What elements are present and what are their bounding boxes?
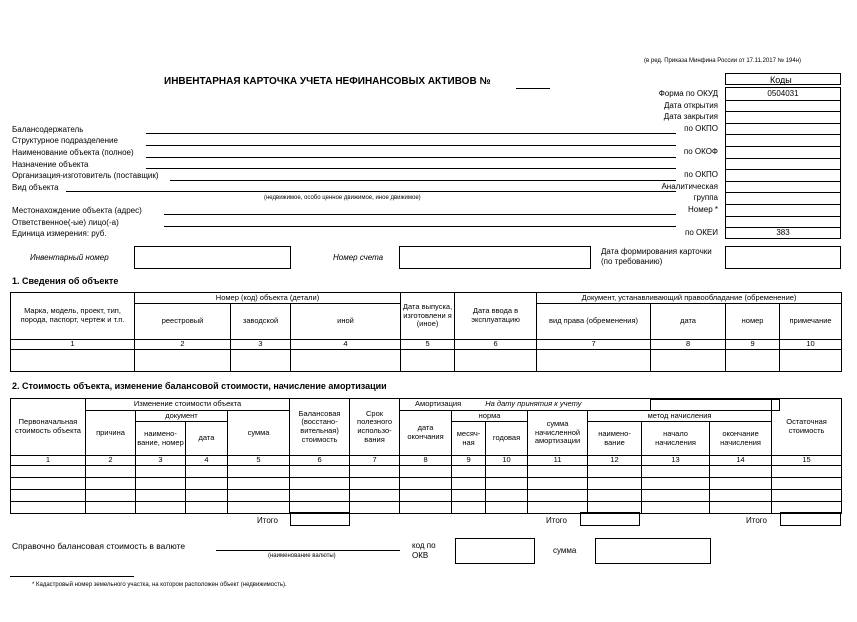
s1-col-number: 3 [231,340,291,350]
s2-data-cell[interactable] [772,478,842,490]
edition-note: (в ред. Приказа Минфина России от 17.11.2017 № 194н) [644,58,802,64]
s2-data-cell[interactable] [136,490,186,502]
total-label-3: Итого [746,516,767,525]
s2-data-cell[interactable] [350,502,400,514]
s2-data-cell[interactable] [228,466,290,478]
s2-h-end-date: дата окончания [400,411,452,456]
s2-h-monthly: месяч-ная [452,422,486,456]
s2-col-number: 8 [400,456,452,466]
s2-col-number: 14 [710,456,772,466]
s2-data-cell[interactable] [11,466,86,478]
unit-label: Единица измерения: руб. [12,229,107,238]
s1-data-cell[interactable] [651,350,726,372]
s2-col-number: 12 [588,456,642,466]
s2-data-cell[interactable] [400,478,452,490]
code-row-label: Форма по ОКУД [658,89,718,98]
s1-h-note: примечание [780,304,842,340]
footnote: * Кадастровый номер земельного участка, на котором расположен объект (недвижимость). [32,582,287,588]
footnote-rule [10,576,134,577]
s2-col-number: 2 [86,456,136,466]
s2-data-cell[interactable] [86,490,136,502]
s2-data-cell[interactable] [228,502,290,514]
s2-data-cell[interactable] [11,490,86,502]
s2-data-cell[interactable] [486,502,528,514]
s2-data-cell[interactable] [528,466,588,478]
card-number-line[interactable] [516,88,550,89]
s2-data-cell[interactable] [290,490,350,502]
code-row-divider [725,123,841,124]
sum-label: сумма [553,546,577,555]
s1-col-number: 8 [651,340,726,350]
s2-data-cell[interactable] [86,466,136,478]
s2-data-cell[interactable] [228,490,290,502]
s2-col-number: 11 [528,456,588,466]
code-row-divider [725,158,841,159]
s2-h-document: документ [136,411,228,422]
s2-h-amort: Амортизация [415,399,462,409]
inv-number-label: Инвентарный номер [30,253,109,262]
s2-data-row [11,502,842,514]
s2-data-cell[interactable] [136,478,186,490]
s2-col-number: 3 [136,456,186,466]
s1-col-number: 4 [291,340,401,350]
s2-data-cell[interactable] [400,466,452,478]
s2-col-number: 6 [290,456,350,466]
s2-data-cell[interactable] [528,490,588,502]
code-row-label: группа [693,193,718,203]
s2-col-number: 5 [228,456,290,466]
code-row-label: Дата закрытия [663,112,718,122]
okv-label: код по ОКВ [412,541,436,561]
s2-col-number: 4 [186,456,228,466]
s2-h-residual: Остаточная стоимость [772,399,842,456]
s2-h-doc-date: дата [186,422,228,456]
code-row-divider [725,181,841,182]
s1-col-number: 5 [401,340,455,350]
s1-col-number: 2 [135,340,231,350]
object-type-line[interactable] [66,191,676,192]
s2-col-number: 1 [11,456,86,466]
s1-col-number: 1 [11,340,135,350]
s1-h-date: дата [651,304,726,340]
responsible-label: Ответственное(-ые) лицо(-а) [12,218,119,227]
s2-h-change-group: Изменение стоимости объекта [86,399,290,411]
s2-data-cell[interactable] [11,478,86,490]
code-row-divider [725,169,841,170]
s2-h-reason: причина [86,411,136,456]
s1-data-cell[interactable] [537,350,651,372]
s2-data-cell[interactable] [86,502,136,514]
holder-label: Балансодержатель [12,125,84,134]
section1-table [10,292,842,372]
object-name-label: Наименование объекта (полное) [12,148,134,157]
section1-title: 1. Сведения об объекте [12,276,119,286]
total-label-2: Итого [546,516,567,525]
division-label: Структурное подразделение [12,136,118,145]
s2-data-cell[interactable] [710,490,772,502]
s2-data-cell[interactable] [186,502,228,514]
s2-data-cell[interactable] [486,490,528,502]
manufacturer-line[interactable] [170,180,676,181]
section2-table [10,398,842,514]
s2-data-cell[interactable] [588,466,642,478]
total-box-accrued[interactable] [580,512,640,526]
amort-date-box[interactable] [650,399,780,411]
location-line[interactable] [164,214,676,215]
total-label-1: Итого [257,516,278,525]
s2-h-annual: годовая [486,422,528,456]
code-row-label: Дата открытия [663,100,718,110]
currency-hint: (наименование валюты) [268,553,336,559]
s1-col-number: 10 [780,340,842,350]
s2-h-finish: окончание начисления [710,422,772,456]
s2-data-cell[interactable] [400,490,452,502]
s2-col-number: 15 [772,456,842,466]
division-line[interactable] [146,145,676,146]
s1-h-number: номер [726,304,780,340]
s2-h-useful-life: Срок полезного использо-вания [350,399,400,456]
s2-col-number: 10 [486,456,528,466]
s1-data-cell[interactable] [401,350,455,372]
s2-data-cell[interactable] [486,466,528,478]
s2-data-cell[interactable] [772,490,842,502]
formation-date-box[interactable] [725,246,841,269]
s1-data-cell[interactable] [455,350,537,372]
code-row-label: по ОКЕИ [685,228,718,238]
s1-h-right-type: вид права (обременения) [537,304,651,340]
s2-data-cell[interactable] [350,490,400,502]
s2-data-cell[interactable] [528,502,588,514]
s1-data-cell[interactable] [11,350,135,372]
s2-data-cell[interactable] [710,502,772,514]
code-row-label: Номер * [688,205,718,214]
s1-h-number-group: Номер (код) объекта (детали) [135,293,401,304]
s2-data-cell[interactable] [710,466,772,478]
s2-h-sum: сумма [228,411,290,456]
total-box-balance[interactable] [290,512,350,526]
s2-data-cell[interactable] [11,502,86,514]
total-box-residual[interactable] [780,512,841,526]
s2-h-method-name: наимено-вание [588,422,642,456]
code-row-value[interactable]: 0504031 [767,89,799,98]
s1-col-number: 9 [726,340,780,350]
s2-col-number: 13 [642,456,710,466]
s1-h-registry: реестровый [135,304,231,340]
account-number-box[interactable] [399,246,591,269]
s2-col-number: 7 [350,456,400,466]
s2-h-start: начало начисления [642,422,710,456]
responsible-line[interactable] [164,226,676,227]
s2-data-cell[interactable] [136,502,186,514]
object-type-label: Вид объекта [12,183,59,192]
holder-line[interactable] [146,133,676,134]
purpose-label: Назначение объекта [12,160,89,169]
s2-h-method-group: метод начисления [588,411,772,422]
s1-col-number: 7 [537,340,651,350]
s1-data-cell[interactable] [780,350,842,372]
s2-data-row [11,466,842,478]
s2-data-cell[interactable] [642,502,710,514]
s2-h-accrued: сумма начисленной амортизации [528,411,588,456]
location-label: Местонахождение объекта (адрес) [12,206,142,215]
s1-data-cell[interactable] [291,350,401,372]
section2-title: 2. Стоимость объекта, изменение балансовой стоимости, начисление амортизации [12,381,387,391]
page-title: ИНВЕНТАРНАЯ КАРТОЧКА УЧЕТА НЕФИНАНСОВЫХ АКТИВОВ № [164,76,491,87]
s2-data-cell[interactable] [772,466,842,478]
s1-h-release-date: Дата выпуска, изготовлени я (иное) [401,293,455,340]
currency-line[interactable] [216,550,400,551]
s2-data-cell[interactable] [136,466,186,478]
s2-data-cell[interactable] [186,466,228,478]
s1-data-cell[interactable] [231,350,291,372]
s2-data-cell[interactable] [452,502,486,514]
account-number-label: Номер счета [333,253,384,262]
code-row-label: по ОКОФ [683,147,718,156]
s1-col-number: 6 [455,340,537,350]
inv-number-box[interactable] [134,246,291,269]
s1-h-model: Марка, модель, проект, тип, порода, паспорт, чертеж и т.п. [11,293,135,340]
s2-data-cell[interactable] [528,478,588,490]
s2-col-number: 9 [452,456,486,466]
s2-data-cell[interactable] [350,478,400,490]
purpose-line[interactable] [146,168,676,169]
object-type-hint: (недвижимое, особо ценное движимое, иное движимое) [264,195,421,201]
s2-h-doc-name: наимено-вание, номер [136,422,186,456]
code-row-label: по ОКПО [684,170,718,180]
s2-h-amort-date: На дату принятия к учету [485,399,582,409]
s2-data-cell[interactable] [186,478,228,490]
code-row-divider [725,146,841,147]
sum-box[interactable] [595,538,711,564]
s2-data-cell[interactable] [642,478,710,490]
code-row-divider [725,100,841,101]
code-row-divider [725,134,841,135]
code-row-divider [725,111,841,112]
s2-data-cell[interactable] [290,466,350,478]
s2-h-norm: норма [452,411,528,422]
s2-data-cell[interactable] [452,466,486,478]
s2-data-cell[interactable] [588,490,642,502]
s2-data-cell[interactable] [710,478,772,490]
s2-data-row [11,478,842,490]
code-row-value[interactable]: 383 [776,228,790,238]
s2-data-cell[interactable] [642,466,710,478]
s1-h-doc-group: Документ, устанавливающий правообладание (обременение) [537,293,842,304]
object-name-line[interactable] [146,157,676,158]
s2-data-cell[interactable] [228,478,290,490]
s1-data-cell[interactable] [726,350,780,372]
code-row-divider [725,192,841,193]
code-row-label: Аналитическая [661,181,718,191]
s2-data-cell[interactable] [588,478,642,490]
s2-data-cell[interactable] [486,478,528,490]
okv-box[interactable] [455,538,535,564]
code-row-label: по ОКПО [684,123,718,133]
s2-data-cell[interactable] [290,478,350,490]
s2-h-initial-cost: Первоначальная стоимость объекта [11,399,86,456]
formation-date-label: Дата формирования карточки (по требованию) [601,247,712,267]
manufacturer-label: Организация-изготовитель (поставщик) [12,171,159,180]
s2-data-cell[interactable] [452,478,486,490]
s1-h-factory: заводской [231,304,291,340]
code-row-divider [725,216,841,217]
code-row-divider [725,204,841,205]
s1-data-cell[interactable] [135,350,231,372]
s2-data-cell[interactable] [186,490,228,502]
codes-header: Коды [770,75,792,85]
s2-h-balance-cost: Балансовая (восстано-вительная) стоимость [290,399,350,456]
codes-header-box [725,73,841,85]
s2-data-cell[interactable] [400,502,452,514]
code-row-divider [725,227,841,228]
reference-label: Справочно балансовая стоимость в валюте [12,541,186,551]
s1-h-other: иной [291,304,401,340]
s2-data-cell[interactable] [350,466,400,478]
s2-data-row [11,490,842,502]
s2-data-cell[interactable] [86,478,136,490]
s1-h-commission-date: Дата ввода в эксплуатацию [455,293,537,340]
s2-data-cell[interactable] [642,490,710,502]
s2-data-cell[interactable] [452,490,486,502]
